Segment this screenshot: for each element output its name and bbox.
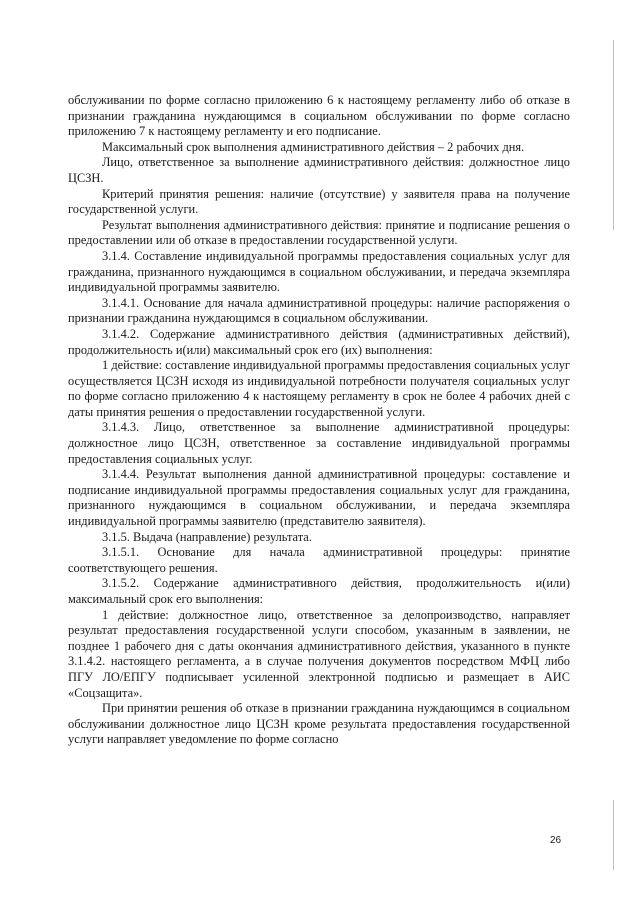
page-number: 26 (550, 835, 562, 846)
paragraph-action-result: Результат выполнения административного действия: принятие и подписание решения о предоставлении или об отказе в предоставлении государственной услуги. (68, 217, 570, 248)
paragraph-responsible-person: Лицо, ответственное за выполнение административного действия: должностное лицо ЦСЗН. (68, 155, 570, 185)
paragraph-decision-criterion: Критерий принятия решения: наличие (отсутствие) у заявителя права на получение государственной услуги. (68, 186, 570, 217)
paragraph-max-term: Максимальный срок выполнения административного действия – 2 рабочих дня. (102, 139, 525, 154)
paragraph-3-1-4-4: 3.1.4.4. Результат выполнения данной административной процедуры: составление и подписание индивидуальной программы предоставления социальных услуг для гражданина, признанного нуждающимся в социальном обслуживании, и передача экземпляра индивидуальной программы заявителю (представителю заявителя). (68, 467, 570, 529)
paragraph-refusal-notice: При принятии решения об отказе в признании гражданина нуждающимся в социальном обслуживании должностное лицо ЦСЗН кроме результата предоставления государственной услуги направляет уведомление по форме согласно (68, 701, 570, 747)
paragraph-3-1-5-2: 3.1.5.2. Содержание административного действия, продолжительность и(или) максимальный срок его выполнения: (68, 576, 570, 606)
paragraph-3-1-4-1: 3.1.4.1. Основание для начала административной процедуры: наличие распоряжения о признании гражданина нуждающимся в социальном обслуживании. (68, 295, 570, 326)
paragraph-3-1-4-2: 3.1.4.2. Содержание административного действия (административных действий), продолжительность и(или) максимальный срок его (их) выполнения: (68, 326, 570, 357)
paragraph-3-1-4-3: 3.1.4.3. Лицо, ответственное за выполнение административной процедуры: должностное лицо ЦСЗН, ответственное за составление индивидуальной программы предоставления социальных услуг. (68, 420, 570, 466)
paragraph-3-1-4: 3.1.4. Составление индивидуальной программы предоставления социальных услуг для гражданина, признанного нуждающимся в социальном обслуживании, и передача экземпляра индивидуальной программы заявителю. (68, 248, 570, 295)
scan-edge-line-top (613, 40, 614, 230)
document-body (68, 93, 570, 748)
scan-edge-line-bottom (613, 800, 614, 870)
paragraph-3-1-5-1: 3.1.5.1. Основание для начала административной процедуры: принятие соответствующего решения. (68, 545, 570, 575)
paragraph-delivery-action: 1 действие: должностное лицо, ответственное за делопроизводство, направляет результат предоставления государственной услуги способом, указанным в заявлении, не позднее 1 рабочего дня с даты окончания административного действия, указанного в пункте 3.1.4.2. настоящего регламента, а в случае получения документов посредством МФЦ либо ПГУ ЛО/ЕПГУ подписывает усиленной электронной подписью и размещает в АИС «Соцзащита». (68, 607, 570, 700)
paragraph-first-action: 1 действие: составление индивидуальной программы предоставления социальных услуг осуществляется ЦСЗН исходя из индивидуальной потребности получателя социальных услуг по форме согласно приложению 4 к настоящему регламенту в срок не более 4 рабочих дней с даты принятия решения о предоставлении государственной услуги. (68, 358, 570, 419)
paragraph-continuation: обслуживании по форме согласно приложению 6 к настоящему регламенту либо об отказе в признании гражданина нуждающимся в социальном обслуживании по форме согласно приложению 7 к настоящему регламенту и его подписание. (68, 93, 570, 139)
paragraph-3-1-5: 3.1.5. Выдача (направление) результата. (102, 529, 312, 544)
